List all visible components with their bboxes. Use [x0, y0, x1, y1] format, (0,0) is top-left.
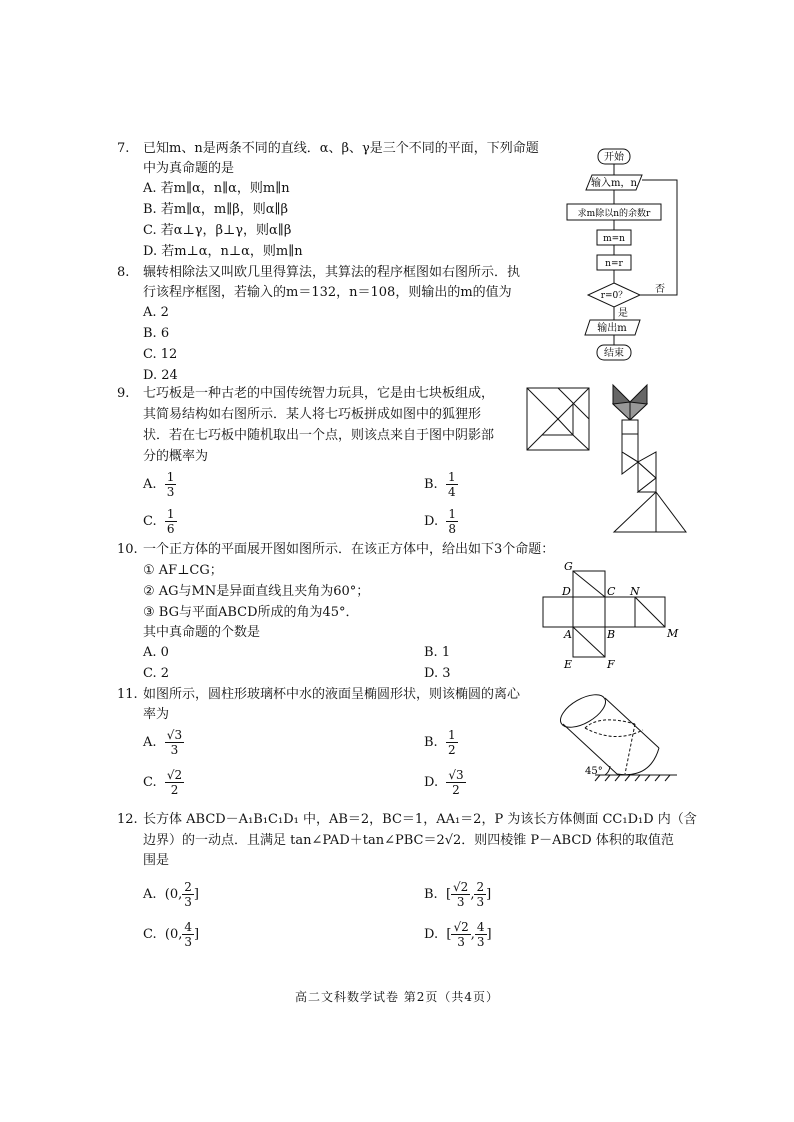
q9-option-a: A. $\frac{1}{3}$ [143, 470, 175, 499]
flowchart-start: 开始 [604, 152, 624, 163]
q10-option-a: A. 0 [143, 645, 169, 660]
net-label-m: M [667, 627, 679, 640]
flowchart-remainder: 求m除以n的余数r [577, 209, 651, 219]
q10-item-2: ② AG与MN是异面直线且夹角为60°； [143, 584, 370, 599]
q10-stem-line2: 其中真命题的个数是 [143, 625, 261, 640]
tilted-glass-figure [555, 684, 685, 784]
net-label-d: D [562, 585, 571, 598]
q11-option-b: B. $\frac{1}{2}$ [424, 728, 456, 757]
q7-option-b: B. 若m∥α，m∥β，则α∥β [143, 202, 289, 217]
q11-option-c: C. $\frac{√2}{2}$ [143, 768, 183, 797]
q8-stem-line1: 辗转相除法又叫欧几里得算法，其算法的程序框图如右图所示．执 [143, 265, 521, 280]
q7-option-d: D. 若m⊥α，n⊥α，则m∥n [143, 244, 303, 259]
tangram-square-figure [526, 387, 590, 451]
q12-stem-line1: 长方体 ABCD－A₁B₁C₁D₁ 中，AB＝2，BC＝1，AA₁＝2，P 为该长方体侧面 CC₁D₁D 内（含 [143, 812, 697, 827]
q10-item-3: ③ BG与平面ABCD所成的角为45°． [143, 605, 359, 620]
flowchart-assign-m: m=n [603, 234, 625, 244]
q7-option-c: C. 若α⊥γ，β⊥γ，则α∥β [143, 223, 292, 238]
q9-stem-line1: 七巧板是一种古老的中国传统智力玩具，它是由七块板组成， [143, 386, 495, 401]
q9-number: 9. [117, 386, 130, 401]
q11-option-d: D. $\frac{√3}{2}$ [424, 768, 464, 797]
flowchart-assign-n: n=r [605, 259, 623, 269]
net-label-a: A [564, 628, 572, 641]
flowchart-diagram [560, 144, 690, 366]
q10-item-1: ① AF⊥CG； [143, 563, 223, 578]
q10-number: 10. [117, 542, 138, 557]
q9-stem-line2: 其简易结构如右图所示．某人将七巧板拼成如图中的狐狸形 [143, 407, 482, 422]
net-label-f: F [607, 658, 615, 671]
q12-number: 12. [117, 812, 138, 827]
flowchart-end: 结束 [604, 348, 624, 359]
q7-stem-line1: 已知m、n是两条不同的直线．α、β、γ是三个不同的平面，下列命题 [143, 141, 539, 156]
net-label-b: B [607, 628, 616, 641]
q10-option-d: D. 3 [424, 666, 451, 681]
q9-stem-line3: 状．若在七巧板中随机取出一个点，则该点来自于图中阴影部 [143, 428, 495, 443]
q11-stem-line2: 率为 [143, 707, 170, 722]
q7-number: 7. [117, 141, 130, 156]
q8-option-d: D. 24 [143, 368, 178, 383]
q8-option-c: C. 12 [143, 347, 178, 362]
flowchart-output: 输出m [597, 323, 627, 334]
net-label-g: G [564, 560, 573, 573]
q11-stem-line1: 如图所示，圆柱形玻璃杯中水的液面呈椭圆形状，则该椭圆的离心 [143, 687, 521, 702]
glass-angle-label: 45° [585, 766, 603, 777]
q9-option-b: B. $\frac{1}{4}$ [424, 470, 456, 499]
net-label-c: C [607, 585, 616, 598]
net-label-e: E [564, 658, 573, 671]
q10-option-b: B. 1 [424, 645, 451, 660]
q11-option-a: A. $\frac{√3}{3}$ [143, 728, 183, 757]
q8-stem-line2: 行该程序框图，若输入的m＝132，n＝108，则输出的m的值为 [143, 285, 512, 300]
flowchart-yes-label: 是 [618, 308, 628, 319]
page-footer: 高二文科数学试卷 第2页（共4页） [294, 990, 500, 1004]
q11-number: 11. [117, 687, 138, 702]
q8-option-a: A. 2 [143, 305, 169, 320]
q12-stem-line3: 围是 [143, 853, 170, 868]
q12-option-c: C. (0, $\frac{4}{3}$ ] [143, 920, 200, 949]
tangram-fox-figure [608, 382, 690, 534]
q9-option-c: C. $\frac{1}{6}$ [143, 507, 175, 536]
cube-net-figure [540, 558, 685, 672]
q7-option-a: A. 若m∥α，n∥α，则m∥n [143, 181, 290, 196]
q10-option-c: C. 2 [143, 666, 170, 681]
q12-stem-line2: 边界）的一动点．且满足 tan∠PAD＋tan∠PBC＝2√2．则四棱锥 P－ABCD 体积的取值范 [143, 833, 674, 848]
flowchart-no-label: 否 [655, 284, 665, 295]
q8-option-b: B. 6 [143, 326, 170, 341]
q12-option-d: D. [ $\frac{√2}{3}$ , $\frac{4}{3}$ ] [424, 920, 492, 949]
net-label-n: N [630, 585, 640, 598]
flowchart-input: 输入m，n [591, 178, 637, 189]
q12-option-b: B. [ $\frac{√2}{3}$ , $\frac{2}{3}$ ] [424, 880, 492, 909]
q8-number: 8. [117, 265, 130, 280]
q7-stem-line2: 中为真命题的是 [143, 161, 235, 176]
flowchart-condition: r=0？ [600, 291, 628, 301]
q9-stem-line4: 分的概率为 [143, 449, 209, 464]
q10-stem-line1: 一个正方体的平面展开图如图所示．在该正方体中，给出如下3个命题： [143, 542, 555, 557]
q9-option-d: D. $\frac{1}{8}$ [424, 507, 456, 536]
q12-option-a: A. (0, $\frac{2}{3}$ ] [143, 880, 199, 909]
